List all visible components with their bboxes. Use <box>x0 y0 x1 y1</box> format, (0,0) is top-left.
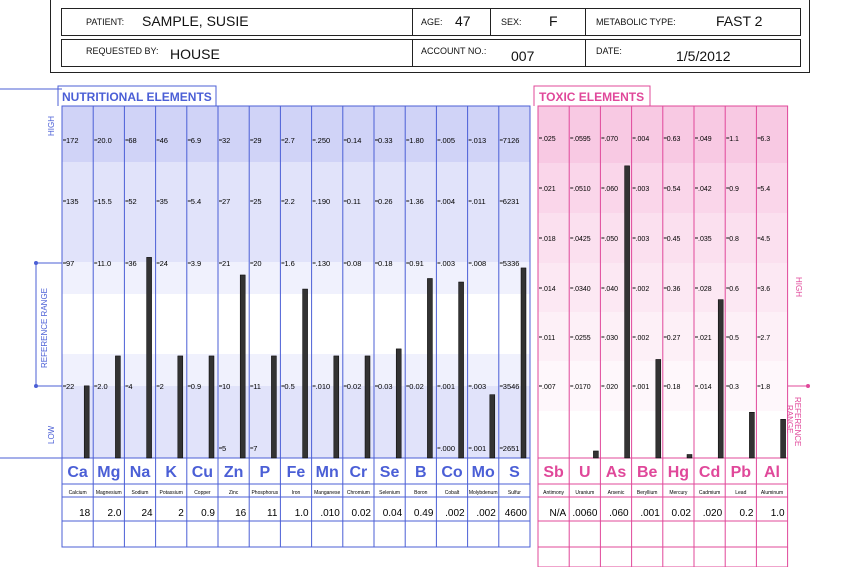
toxic-level-label: .0170 <box>573 384 591 391</box>
element-name: Aluminum <box>760 490 784 496</box>
element-symbol: Co <box>441 464 463 481</box>
toxic-level-label: 0.3 <box>729 384 739 391</box>
level-label: 21 <box>222 259 231 268</box>
element-symbol: K <box>165 464 177 481</box>
sex-label: SEX: <box>501 17 522 27</box>
level-label: 2.2 <box>284 197 295 206</box>
level-label: 0.02 <box>409 382 424 391</box>
bar-fe <box>303 289 308 458</box>
level-label: 25 <box>253 197 262 206</box>
level-label: 10 <box>222 382 231 391</box>
level-label: .008 <box>471 259 487 268</box>
level-label: 6.9 <box>190 136 202 145</box>
toxic-level-label: .060 <box>604 186 619 193</box>
element-result: 1.0 <box>770 508 785 519</box>
range-label-right: RANGE <box>785 405 794 434</box>
level-label: 20.0 <box>97 136 112 145</box>
element-name: Molybdenum <box>468 490 498 496</box>
level-label: 11.0 <box>97 259 112 268</box>
element-result: .060 <box>609 508 629 519</box>
level-label: .011 <box>471 197 486 206</box>
level-label-low: 7 <box>253 444 258 453</box>
toxic-level-label: .002 <box>635 286 650 293</box>
toxic-level-label: .011 <box>542 335 556 342</box>
level-label: 36 <box>128 259 137 268</box>
element-symbol: Hg <box>667 464 690 481</box>
toxic-level-label: 0.27 <box>666 335 681 342</box>
level-label: .005 <box>440 136 456 145</box>
bar-mo <box>490 395 495 458</box>
toxic-level-label: .0595 <box>573 136 591 143</box>
element-result: N/A <box>549 508 567 519</box>
level-label: 29 <box>253 136 262 145</box>
element-result: 24 <box>141 508 153 519</box>
level-label: .013 <box>471 136 487 145</box>
bar-se <box>396 349 401 458</box>
metabolic-value: FAST 2 <box>716 13 763 29</box>
element-name: Potassium <box>159 490 183 496</box>
toxic-title: TOXIC ELEMENTS <box>539 90 645 104</box>
bar-as <box>625 166 630 458</box>
element-name: Iron <box>291 490 301 496</box>
bar-s <box>521 268 526 458</box>
age-label: AGE: <box>421 17 443 27</box>
high-label-left: HIGH <box>47 116 56 136</box>
patient-name: SAMPLE, SUSIE <box>142 13 249 29</box>
level-label: .250 <box>315 136 331 145</box>
toxic-level-label: 0.45 <box>666 236 681 243</box>
element-symbol: Na <box>129 464 151 481</box>
bar-co <box>459 282 464 458</box>
element-symbol: B <box>415 464 427 481</box>
element-result: .020 <box>702 508 723 519</box>
level-label: 6231 <box>502 197 520 206</box>
level-label: 35 <box>159 197 168 206</box>
level-label: 0.08 <box>346 259 362 268</box>
toxic-level-label: 2.7 <box>760 335 771 342</box>
level-label: 0.26 <box>378 197 393 206</box>
toxic-level-label: .003 <box>635 236 650 243</box>
toxic-level-label: .042 <box>698 186 712 193</box>
element-symbol: Mg <box>97 464 121 481</box>
bar-hg <box>687 454 692 458</box>
element-result: 4600 <box>504 508 527 519</box>
element-name: Sodium <box>131 490 149 496</box>
element-result: 11 <box>267 508 278 519</box>
toxic-level-label: .003 <box>635 186 650 193</box>
element-name: Phosphorus <box>251 490 279 496</box>
toxic-level-label: .020 <box>604 384 619 391</box>
level-label: .001 <box>440 382 456 391</box>
level-label: 7126 <box>502 136 520 145</box>
element-result: .002 <box>445 508 465 519</box>
element-symbol: Be <box>636 464 658 481</box>
bar-pb <box>749 412 754 458</box>
band-high-2 <box>62 162 530 262</box>
element-name: Magnesium <box>95 490 122 496</box>
element-result: 0.02 <box>671 508 691 519</box>
element-symbol: Sb <box>543 464 564 481</box>
toxic-level-label: 6.3 <box>760 136 771 143</box>
element-symbol: Cd <box>698 464 721 481</box>
toxic-level-label: .004 <box>635 136 650 143</box>
toxic-level-label: .035 <box>698 236 712 243</box>
toxic-level-label: .028 <box>698 286 712 293</box>
bar-p <box>271 356 276 458</box>
toxic-level-label: .0340 <box>573 286 591 293</box>
date-label: DATE: <box>596 46 622 56</box>
level-label: 2 <box>159 382 164 391</box>
level-label: 27 <box>222 197 231 206</box>
element-name: Beryllium <box>636 490 658 496</box>
level-label: 22 <box>66 382 75 391</box>
element-name: Arsenic <box>607 490 625 496</box>
age-value: 47 <box>455 13 471 29</box>
level-label: 172 <box>66 136 79 145</box>
element-symbol: U <box>579 464 591 481</box>
bar-al <box>781 419 786 458</box>
element-result: .0060 <box>572 508 598 519</box>
element-result: .002 <box>476 508 496 519</box>
requested-value: HOUSE <box>170 46 220 62</box>
toxic-level-label: .0255 <box>573 335 591 342</box>
element-result: 1.0 <box>294 508 309 519</box>
level-label: .130 <box>315 259 331 268</box>
account-value: 007 <box>511 48 535 64</box>
element-result: 0.04 <box>382 508 403 519</box>
level-label: 0.91 <box>409 259 424 268</box>
level-label: 24 <box>159 259 168 268</box>
element-symbol: Mn <box>315 464 339 481</box>
level-label: 1.80 <box>409 136 424 145</box>
toxic-level-label: 5.4 <box>760 186 771 193</box>
level-label: 1.36 <box>409 197 424 206</box>
element-symbol: S <box>509 464 520 481</box>
bar-cu <box>209 356 214 458</box>
level-label-low: 5 <box>222 444 227 453</box>
toxic-level-label: .007 <box>542 384 556 391</box>
toxic-level-label: 4.5 <box>760 236 771 243</box>
level-label: .003 <box>471 382 487 391</box>
element-result: .010 <box>320 508 340 519</box>
element-symbol: Mo <box>471 464 495 481</box>
level-label: .190 <box>315 197 331 206</box>
toxic-level-label: 0.9 <box>729 186 739 193</box>
element-result: .001 <box>640 508 660 519</box>
element-result: 0.2 <box>739 508 754 519</box>
level-label: 52 <box>128 197 137 206</box>
level-label: 11 <box>253 382 261 391</box>
toxic-level-label: 0.63 <box>666 136 681 143</box>
level-label-low: .000 <box>440 444 456 453</box>
element-name: Antimony <box>543 490 565 496</box>
toxic-level-label: .025 <box>542 136 556 143</box>
toxic-level-label: 0.54 <box>666 186 681 193</box>
element-symbol: Cr <box>349 464 368 481</box>
toxic-level-label: .001 <box>635 384 650 391</box>
low-label-left: LOW <box>47 425 56 444</box>
date-value: 1/5/2012 <box>676 48 731 64</box>
toxic-level-label: .021 <box>698 335 712 342</box>
level-label: 5336 <box>502 259 520 268</box>
toxic-level-label: 0.36 <box>666 286 681 293</box>
toxic-ref-dot <box>806 384 810 388</box>
level-label: 2.7 <box>284 136 295 145</box>
level-label: 0.9 <box>190 382 202 391</box>
toxic-level-label: .0425 <box>573 236 591 243</box>
toxic-level-label: 0.8 <box>729 236 739 243</box>
toxic-level-label: .050 <box>604 236 619 243</box>
bar-mn <box>334 356 339 458</box>
bar-ca <box>84 386 89 458</box>
level-label: 1.6 <box>284 259 295 268</box>
element-result: 2 <box>178 508 184 519</box>
bar-cr <box>365 356 370 458</box>
nutritional-title: NUTRITIONAL ELEMENTS <box>62 90 212 104</box>
element-symbol: Pb <box>730 464 752 481</box>
toxic-level-label: 1.8 <box>760 384 771 391</box>
element-symbol: Al <box>764 464 780 481</box>
level-label: 135 <box>66 197 79 206</box>
high-label-right: HIGH <box>794 277 803 297</box>
element-name: Cobalt <box>444 490 460 496</box>
toxic-level-label: .040 <box>604 286 619 293</box>
level-label: .004 <box>440 197 456 206</box>
element-result: 0.9 <box>201 508 215 519</box>
element-name: Chromium <box>346 490 370 496</box>
level-label: 0.33 <box>378 136 393 145</box>
level-label-low: 2651 <box>502 444 520 453</box>
element-name: Copper <box>194 490 211 496</box>
element-symbol: As <box>605 464 627 481</box>
level-label: 15.5 <box>97 197 112 206</box>
level-label: .003 <box>440 259 456 268</box>
level-label: 5.4 <box>190 197 202 206</box>
bar-mg <box>115 356 120 458</box>
toxic-level-label: 1.1 <box>729 136 739 143</box>
level-label: 32 <box>222 136 231 145</box>
nutritional-panel <box>0 86 530 547</box>
bar-k <box>178 356 183 458</box>
toxic-panel <box>534 86 810 567</box>
bar-zn <box>240 275 245 458</box>
element-result: 0.49 <box>413 508 434 519</box>
level-label-low: .001 <box>471 444 487 453</box>
level-label: 68 <box>128 136 137 145</box>
requested-label: REQUESTED BY: <box>86 46 159 56</box>
reference-label-right: REFERENCE <box>793 397 802 447</box>
level-label: .010 <box>315 382 331 391</box>
toxic-level-label: .0510 <box>573 186 591 193</box>
toxic-level-label: .014 <box>542 286 556 293</box>
toxic-level-label: .070 <box>604 136 619 143</box>
element-name: Calcium <box>68 490 87 496</box>
toxic-level-label: .049 <box>698 136 712 143</box>
bar-b <box>427 278 432 458</box>
account-label: ACCOUNT NO.: <box>421 46 487 56</box>
element-result: 0.02 <box>351 508 371 519</box>
level-label: 46 <box>159 136 168 145</box>
reference-range-left: REFERENCE RANGE <box>40 287 49 368</box>
toxic-level-label: .030 <box>604 335 619 342</box>
level-label: 2.0 <box>97 382 108 391</box>
level-label: 0.5 <box>284 382 295 391</box>
toxic-level-label: 0.5 <box>729 335 739 342</box>
level-label: 0.18 <box>378 259 393 268</box>
element-result: 18 <box>79 508 91 519</box>
level-label: 4 <box>128 382 133 391</box>
level-label: 20 <box>253 259 262 268</box>
toxic-level-label: .021 <box>542 186 556 193</box>
toxic-level-label: .018 <box>542 236 556 243</box>
toxic-level-label: .002 <box>635 335 650 342</box>
bar-u <box>593 451 598 458</box>
toxic-level-label: 0.18 <box>666 384 681 391</box>
toxic-level-label: .014 <box>698 384 712 391</box>
element-name: Zinc <box>228 490 239 496</box>
metabolic-label: METABOLIC TYPE: <box>596 17 676 27</box>
bar-be <box>656 359 661 458</box>
element-name: Uranium <box>575 490 595 496</box>
element-name: Cadmium <box>698 490 721 496</box>
level-label: 0.11 <box>346 197 361 206</box>
sex-value: F <box>549 13 558 29</box>
element-name: Boron <box>414 490 428 496</box>
bar-na <box>147 257 152 458</box>
bar-cd <box>718 300 723 458</box>
band-high-1 <box>62 106 530 162</box>
element-symbol: Zn <box>223 464 244 481</box>
element-symbol: Ca <box>67 464 88 481</box>
level-label: 0.14 <box>346 136 362 145</box>
element-symbol: Cu <box>191 464 214 481</box>
element-name: Mercury <box>669 490 688 496</box>
element-name: Selenium <box>379 490 401 496</box>
element-result: 16 <box>235 508 247 519</box>
toxic-level-label: 0.6 <box>729 286 739 293</box>
element-name: Manganese <box>314 490 341 496</box>
element-result: 2.0 <box>107 508 122 519</box>
patient-label: PATIENT: <box>86 17 125 27</box>
toxic-level-label: 3.6 <box>760 286 771 293</box>
element-symbol: Fe <box>286 464 306 481</box>
level-label: 3546 <box>502 382 520 391</box>
level-label: 3.9 <box>190 259 202 268</box>
element-name: Sulfur <box>507 490 521 496</box>
level-label: 0.03 <box>378 382 393 391</box>
element-symbol: Se <box>379 464 400 481</box>
level-label: 0.02 <box>346 382 362 391</box>
level-label: 97 <box>66 259 75 268</box>
element-symbol: P <box>259 464 271 481</box>
element-name: Lead <box>735 490 747 496</box>
